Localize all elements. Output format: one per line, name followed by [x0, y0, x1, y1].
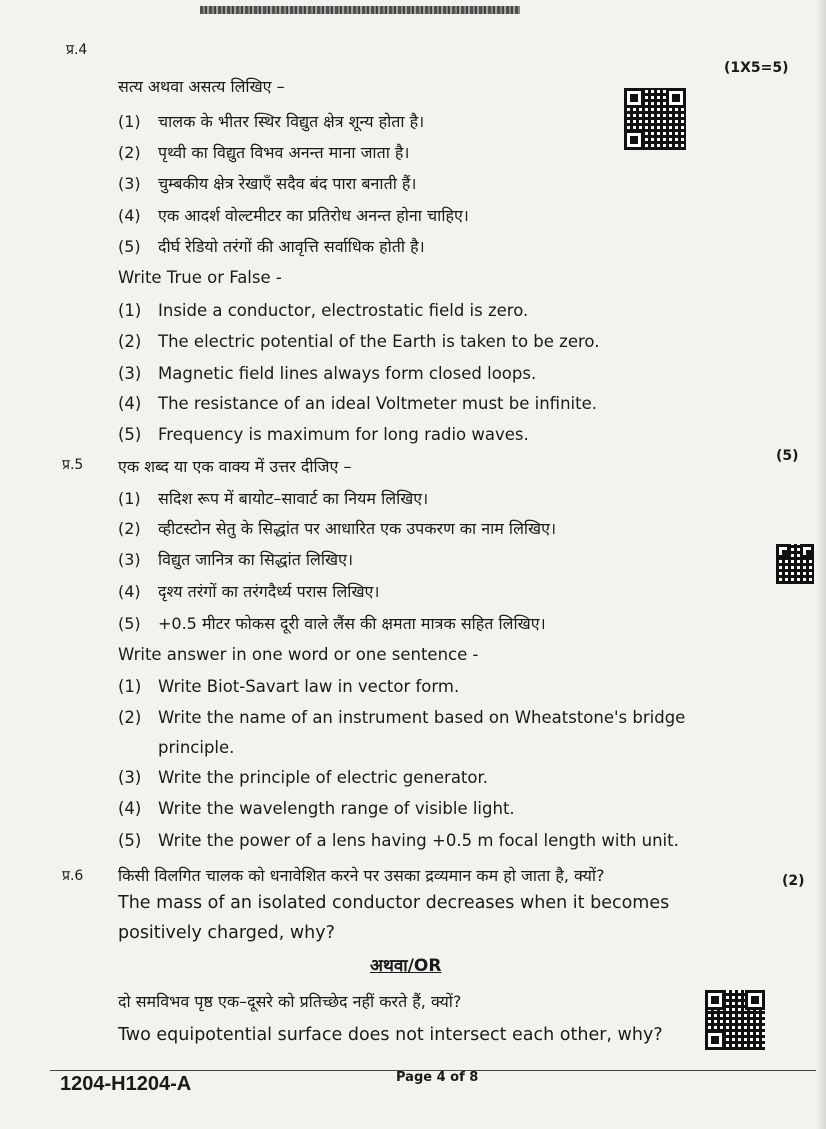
q6-hindi-question: किसी विलगित चालक को धनावेशित करने पर उसका द्रव्यमान कम हो जाता है, क्यों? — [118, 866, 605, 885]
q4-english-instruction: Write True or False - — [118, 268, 282, 287]
q6-number: प्र.6 — [62, 868, 84, 884]
q5-english-item: (3) Write the principle of electric generator. — [118, 768, 489, 787]
q4-hindi-instruction: सत्य अथवा असत्य लिखिए – — [118, 77, 285, 96]
q5-english-item: (5) Write the power of a lens having +0.5 m focal length with unit. — [118, 831, 679, 850]
q6-alt-english-question: Two equipotential surface does not intersect each other, why? — [118, 1025, 663, 1045]
q4-english-item: (3) Magnetic field lines always form closed loops. — [118, 364, 537, 383]
qr-code-icon — [624, 88, 686, 150]
q4-english-item: (2) The electric potential of the Earth is taken to be zero. — [118, 332, 600, 351]
q4-hindi-item: (1) चालक के भीतर स्थिर विद्युत क्षेत्र शून्य होता है। — [118, 112, 425, 131]
q5-hindi-item: (4) दृश्य तरंगों का तरंगदैर्ध्य परास लिखिए। — [118, 582, 380, 601]
page-edge-shadow — [816, 0, 826, 1129]
qr-code-icon — [776, 544, 814, 584]
top-scan-band — [200, 6, 520, 14]
q5-english-item-continuation: principle. — [158, 738, 235, 757]
page-number: Page 4 of 8 — [396, 1070, 479, 1085]
q4-hindi-item: (4) एक आदर्श वोल्टमीटर का प्रतिरोध अनन्त होना चाहिए। — [118, 206, 469, 225]
q4-english-item: (5) Frequency is maximum for long radio waves. — [118, 425, 529, 444]
q6-marks: (2) — [782, 873, 805, 889]
q5-hindi-item: (1) सदिश रूप में बायोट–सावार्ट का नियम लिखिए। — [118, 489, 429, 508]
q5-english-item: (1) Write Biot-Savart law in vector form. — [118, 677, 460, 696]
q6-english-question-line2: positively charged, why? — [118, 923, 335, 943]
q5-english-item: (4) Write the wavelength range of visible light. — [118, 799, 515, 818]
q5-hindi-item: (5) +0.5 मीटर फोकस दूरी वाले लैंस की क्षमता मात्रक सहित लिखिए। — [118, 614, 546, 633]
q5-number: प्र.5 — [62, 457, 84, 473]
q4-hindi-item: (3) चुम्बकीय क्षेत्र रेखाएँ सदैव बंद पारा बनाती हैं। — [118, 174, 417, 193]
q5-english-instruction: Write answer in one word or one sentence - — [118, 645, 479, 664]
q5-english-item: (2) Write the name of an instrument based on Wheatstone's bridge — [118, 708, 686, 727]
q4-number: प्र.4 — [66, 42, 88, 58]
qr-code-icon — [705, 990, 765, 1050]
q6-english-question-line1: The mass of an isolated conductor decreases when it becomes — [118, 893, 670, 913]
q4-marks: (1X5=5) — [724, 60, 789, 76]
q5-marks: (5) — [776, 448, 799, 464]
q4-hindi-item: (5) दीर्घ रेडियो तरंगों की आवृत्ति सर्वाधिक होती है। — [118, 237, 425, 256]
paper-code: 1204-H1204-A — [60, 1073, 192, 1095]
q5-hindi-instruction: एक शब्द या एक वाक्य में उत्तर दीजिए – — [118, 457, 352, 476]
q5-hindi-item: (2) व्हीटस्टोन सेतु के सिद्धांत पर आधारित एक उपकरण का नाम लिखिए। — [118, 519, 557, 538]
or-separator: अथवा/OR — [370, 956, 442, 976]
q4-english-item: (4) The resistance of an ideal Voltmeter must be infinite. — [118, 394, 597, 413]
q5-hindi-item: (3) विद्युत जानित्र का सिद्धांत लिखिए। — [118, 550, 354, 569]
q4-english-item: (1) Inside a conductor, electrostatic field is zero. — [118, 301, 529, 320]
q4-hindi-item: (2) पृथ्वी का विद्युत विभव अनन्त माना जाता है। — [118, 143, 410, 162]
q6-alt-hindi-question: दो समविभव पृष्ठ एक–दूसरे को प्रतिच्छेद नहीं करते हैं, क्यों? — [118, 992, 462, 1011]
